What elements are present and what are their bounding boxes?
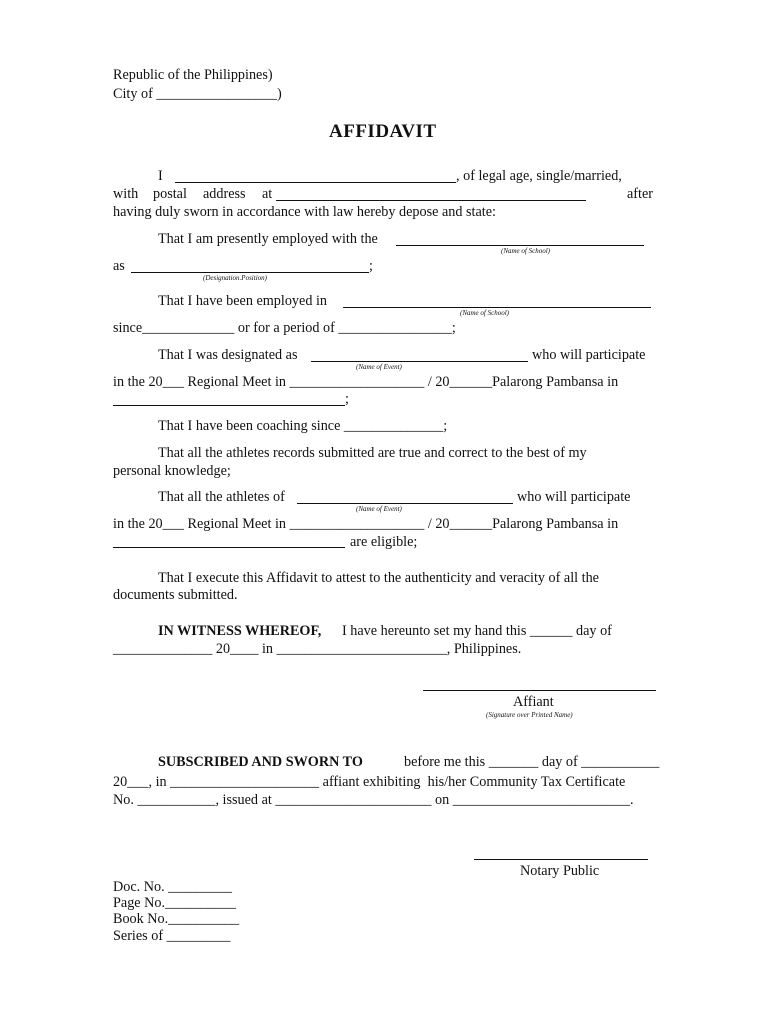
employed-in-text: That I have been employed in <box>158 293 328 309</box>
athletes-line <box>297 503 513 504</box>
employed-as: as <box>113 258 125 274</box>
execute-line1: That I execute this Affidavit to attest to the authenticity and veracity of all the <box>158 570 599 586</box>
athletes-end-line <box>113 547 345 548</box>
name-line <box>175 182 456 183</box>
coaching-text: That I have been coaching since ______________; <box>158 418 448 434</box>
witness-bold: IN WITNESS WHEREOF, <box>158 623 322 639</box>
header-city: City of _________________) <box>113 86 282 102</box>
intro-line3: having duly sworn in accordance with law hereby depose and state: <box>113 204 496 220</box>
intro-with: with <box>113 186 139 202</box>
designated-end-line <box>113 405 345 406</box>
records-line2: personal knowledge; <box>113 463 231 479</box>
intro-address: address <box>203 186 246 202</box>
affiant-signature-line <box>423 690 656 691</box>
athletes-end: are eligible; <box>350 534 418 550</box>
intro-at: at <box>262 186 273 202</box>
employed-in-caption: (Name of School) <box>460 309 509 317</box>
designated-end: ; <box>345 391 349 407</box>
designated-line <box>311 361 528 362</box>
school-line <box>396 245 644 246</box>
footer-page-no: Page No.__________ <box>113 895 236 911</box>
subscribed-line3: No. ___________, issued at ______________________ on _________________________. <box>113 792 634 808</box>
execute-line2: documents submitted. <box>113 587 238 603</box>
document-title: AFFIDAVIT <box>329 121 437 142</box>
affiant-caption: (Signature over Printed Name) <box>486 711 573 719</box>
athletes-tail: who will participate <box>517 489 631 505</box>
designated-meet-line: in the 20___ Regional Meet in ___________________ / 20______Palarong Pambansa in <box>113 374 619 390</box>
address-line <box>276 200 586 201</box>
employed-text: That I am presently employed with the <box>158 231 378 247</box>
notary-signature-line <box>474 859 648 860</box>
intro-postal: postal <box>153 186 187 202</box>
footer-doc-no: Doc. No. _________ <box>113 879 233 895</box>
affiant-label: Affiant <box>513 694 554 710</box>
designated-caption: (Name of Event) <box>356 363 402 371</box>
designation-caption: (Designation.Position) <box>203 274 267 282</box>
school-caption: (Name of School) <box>501 247 550 255</box>
witness-line2: ______________ 20____ in ________________________, Philippines. <box>113 641 522 657</box>
athletes-text: That all the athletes of <box>158 489 285 505</box>
records-line1: That all the athletes records submitted are true and correct to the best of my <box>158 445 587 461</box>
intro-after: after <box>627 186 653 202</box>
witness-rest: I have hereunto set my hand this ______ day of <box>342 623 612 639</box>
intro-line1-rest: , of legal age, single/married, <box>456 168 622 184</box>
header-republic: Republic of the Philippines) <box>113 67 273 83</box>
subscribed-bold: SUBSCRIBED AND SWORN TO <box>158 754 363 770</box>
designation-line <box>131 272 369 273</box>
footer-series-of: Series of _________ <box>113 928 231 944</box>
footer-book-no: Book No.__________ <box>113 911 240 927</box>
subscribed-rest: before me this _______ day of ___________ <box>404 754 660 770</box>
employed-as-end: ; <box>369 258 373 274</box>
since-line: since_____________ or for a period of ________________; <box>113 320 456 336</box>
subscribed-line2: 20___, in _____________________ affiant exhibiting his/her Community Tax Certificate <box>113 774 626 790</box>
employed-in-line <box>343 307 651 308</box>
designated-tail: who will participate <box>532 347 646 363</box>
athletes-meet-line: in the 20___ Regional Meet in ___________________ / 20______Palarong Pambansa in <box>113 516 619 532</box>
designated-text: That I was designated as <box>158 347 298 363</box>
notary-label: Notary Public <box>520 863 600 879</box>
intro-i: I <box>158 168 163 184</box>
athletes-caption: (Name of Event) <box>356 505 402 513</box>
